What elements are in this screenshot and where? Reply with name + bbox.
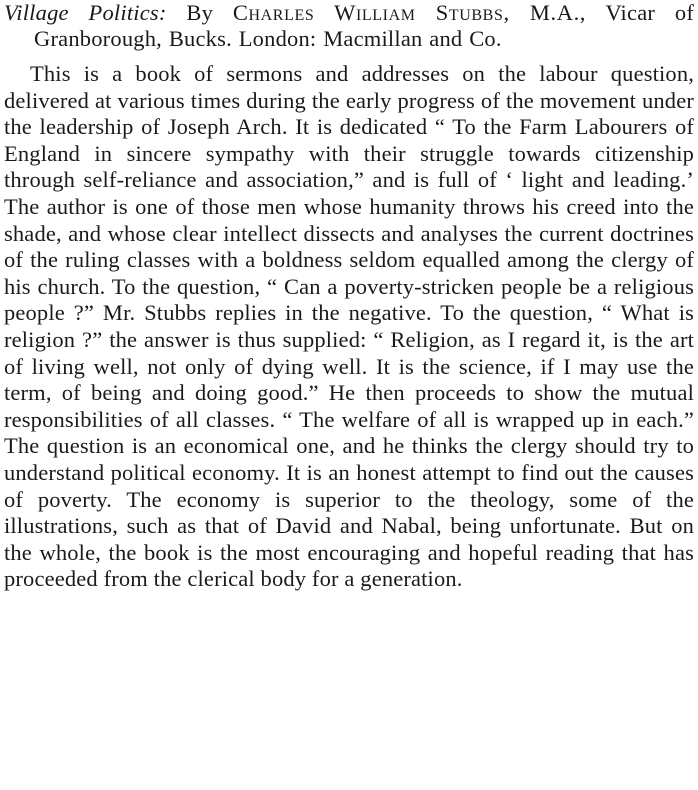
publication-details: Vicar of Granborough, Bucks. London: Macmillan and Co. — [34, 0, 695, 51]
review-heading — [4, 0, 694, 52]
by-label: By — [186, 0, 214, 25]
review-body: This is a book of sermons and addresses on the labour question, delivered at various times during the early progress of the movement under the leadership of Joseph Arch. It is dedicated “ To the Farm Labourers of England in sincere sympathy with their struggle towards citizenship through self-reliance and association,” and is full of ‘ light and leading.’ The author is one of those men whose humanity throws his creed into the shade, and whose clear intellect dissects and analyses the current doctrines of the ruling classes with a boldness seldom equalled among the clergy of his church. To the question, “ Can a poverty-stricken people be a religious people ?” Mr. Stubbs replies in the negative. To the question, “ What is religion ?” the answer is thus supplied: “ Religion, as I regard it, is the art of living well, not only of dying well. It is the science, if I may use the term, of being and doing good.” He then proceeds to show the mutual responsibilities of all classes. “ The welfare of all is wrapped up in each.” The question is an economical one, and he thinks the clergy should try to understand political economy. It is an honest attempt to find out the causes of poverty. The economy is superior to the theology, some of the illustrations, such as that of David and Nabal, being unfortunate. But on the whole, the book is the most encouraging and hopeful reading that has proceeded from the clerical body for a generation. — [4, 61, 694, 592]
book-title: Village Politics: — [4, 0, 167, 25]
author-name: Charles William Stubbs, M.A., — [232, 0, 587, 25]
